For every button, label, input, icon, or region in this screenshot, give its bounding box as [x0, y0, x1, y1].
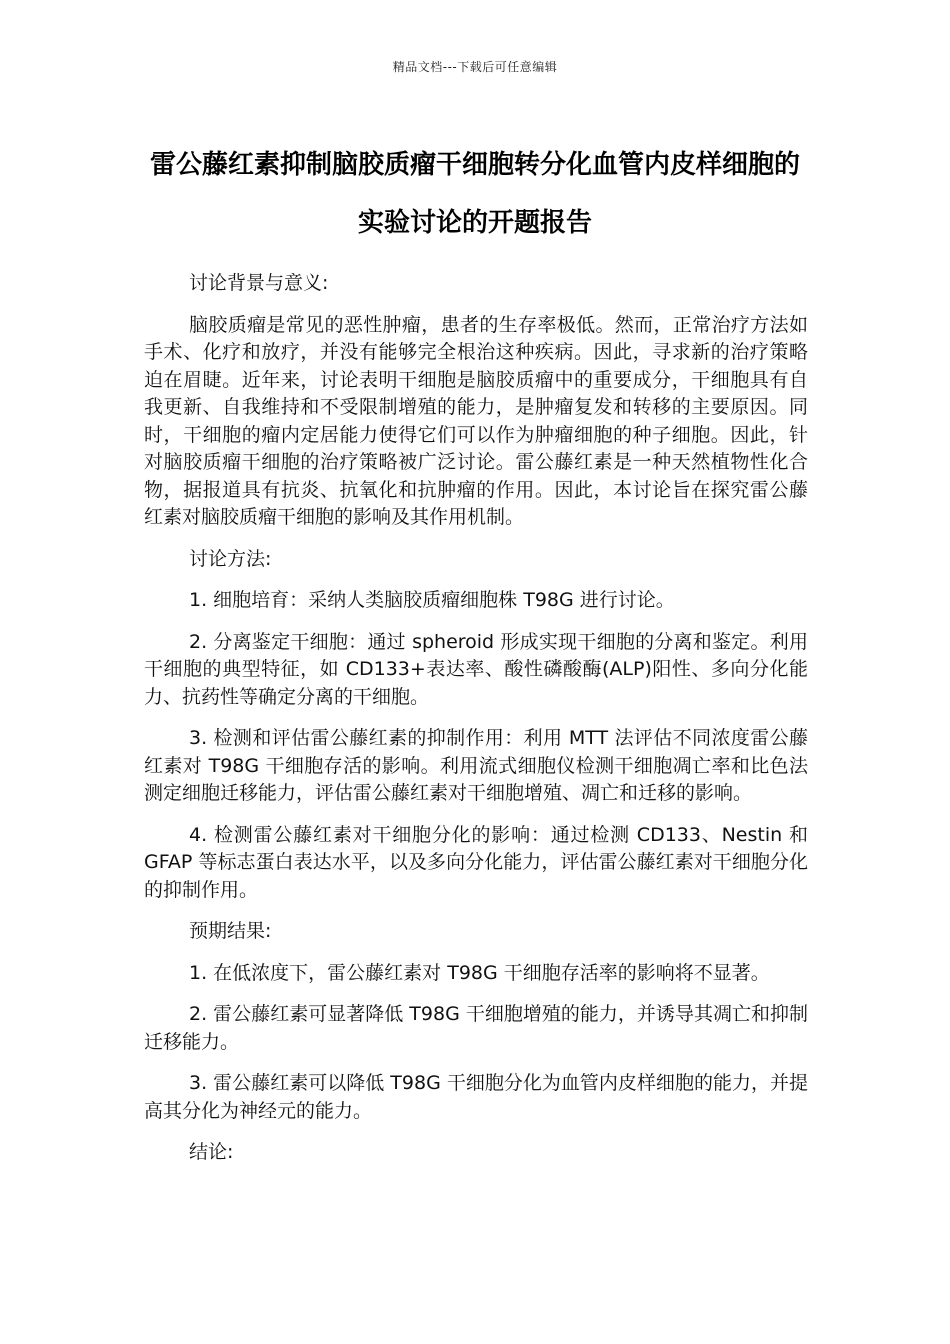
background-paragraph: 脑胶质瘤是常见的恶性肿瘤，患者的生存率极低。然而，正常治疗方法如手术、化疗和放疗，并没有能够完全根治这种疾病。因此，寻求新的治疗策略迫在眉睫。近年来，讨论表明干细胞是脑胶质瘤中的重要成分，干细胞具有自我更新、自我维持和不受限制增殖的能力，是肿瘤复发和转移的主要原因。同时，干细胞的瘤内定居能力使得它们可以作为肿瘤细胞的种子细胞。因此，针对脑胶质瘤干细胞的治疗策略被广泛讨论。雷公藤红素是一种天然植物性化合物，据报道具有抗炎、抗氧化和抗肿瘤的作用。因此，本讨论旨在探究雷公藤红素对脑胶质瘤干细胞的影响及其作用机制。 — [144, 313, 808, 528]
method-item-1: 1. 细胞培育：采纳人类脑胶质瘤细胞株 T98G 进行讨论。 — [189, 589, 675, 611]
result-item-1: 1. 在低浓度下，雷公藤红素对 T98G 干细胞存活率的影响将不显著。 — [189, 961, 770, 984]
header-note: 精品文档---下载后可任意编辑 — [392, 60, 558, 74]
document-title: 雷公藤红素抑制脑胶质瘤干细胞转分化血管内皮样细胞的实验讨论的开题报告 — [149, 150, 800, 238]
result-item-3: 3. 雷公藤红素可以降低 T98G 干细胞分化为血管内皮样细胞的能力，并提高其分化为神经元的能力。 — [144, 1072, 808, 1122]
conclusion-heading: 结论: — [189, 1141, 234, 1163]
method-item-3: 3. 检测和评估雷公藤红素的抑制作用：利用 MTT 法评估不同浓度雷公藤红素对 T98G 干细胞存活的影响。利用流式细胞仪检测干细胞凋亡率和比色法测定细胞迁移能力，评估雷公藤红素对干细胞增殖、凋亡和迁移的影响。 — [144, 727, 808, 804]
method-item-4: 4. 检测雷公藤红素对干细胞分化的影响：通过检测 CD133、Nestin 和 GFAP 等标志蛋白表达水平，以及多向分化能力，评估雷公藤红素对干细胞分化的抑制作用。 — [144, 823, 808, 901]
result-item-2: 2. 雷公藤红素可显著降低 T98G 干细胞增殖的能力，并诱导其凋亡和抑制迁移能力。 — [144, 1003, 808, 1053]
methods-heading: 讨论方法: — [189, 547, 272, 570]
document-body — [144, 270, 808, 1181]
method-item-2: 2. 分离鉴定干细胞：通过 spheroid 形成实现干细胞的分离和鉴定。利用干细胞的典型特征，如 CD133+表达率、酸性磷酸酶(ALP)阳性、多向分化能力、抗药性等确定分离的干细胞。 — [144, 630, 808, 708]
results-heading: 预期结果: — [189, 920, 272, 942]
background-heading: 讨论背景与意义: — [189, 272, 329, 294]
